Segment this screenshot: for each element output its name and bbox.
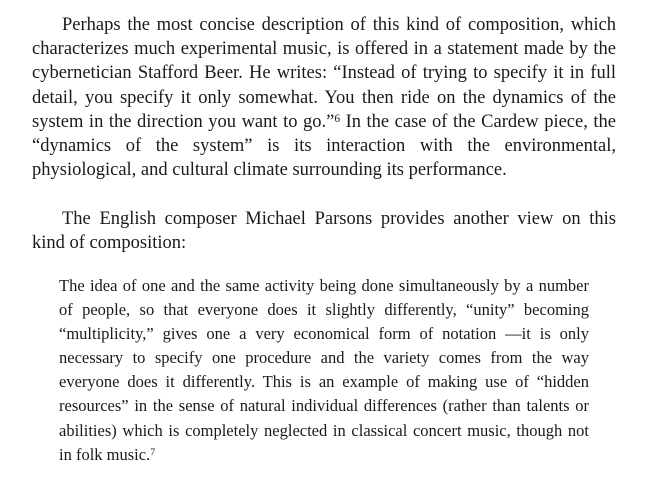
paragraph-text: The English composer Michael Parsons provides another view on this kind of composition:: [32, 209, 616, 254]
block-quote-parsons: [59, 274, 589, 467]
quote-text: The idea of one and the same activity being done simultaneously by a number of people, so that everyone does it slightly differently, “unity” becoming “multiplicity,” gives one a very economical form of notation —it is only necessary to specify one procedure and the variety comes from the way everyone does it differently. This is an example of making use of “hidden resources” in the sense of natural individual differences (rather than talents or abilities) which is completely neglected in classical concert music, though not in folk music.: [59, 276, 589, 464]
body-paragraph-beer: [32, 13, 616, 182]
footnote-marker: 6: [334, 112, 341, 125]
body-paragraph-parsons: [32, 207, 616, 255]
footnote-marker: 7: [150, 446, 156, 458]
paragraph-text: Perhaps the most concise description of this kind of composition, which characterizes much experimental music, is offered in a statement made by the cybernetician Stafford Beer. He writes: “Instead of trying to specify it in full detail, you specify it only somewhat. You then ride on the dynamics of the system in the direction you want to go.”: [32, 15, 616, 132]
paragraph-text-continued: In the case of the Cardew piece, the “dynamics of the system” is its interaction with the environmental, physiological, and cultural climate surrounding its performance.: [32, 111, 616, 181]
